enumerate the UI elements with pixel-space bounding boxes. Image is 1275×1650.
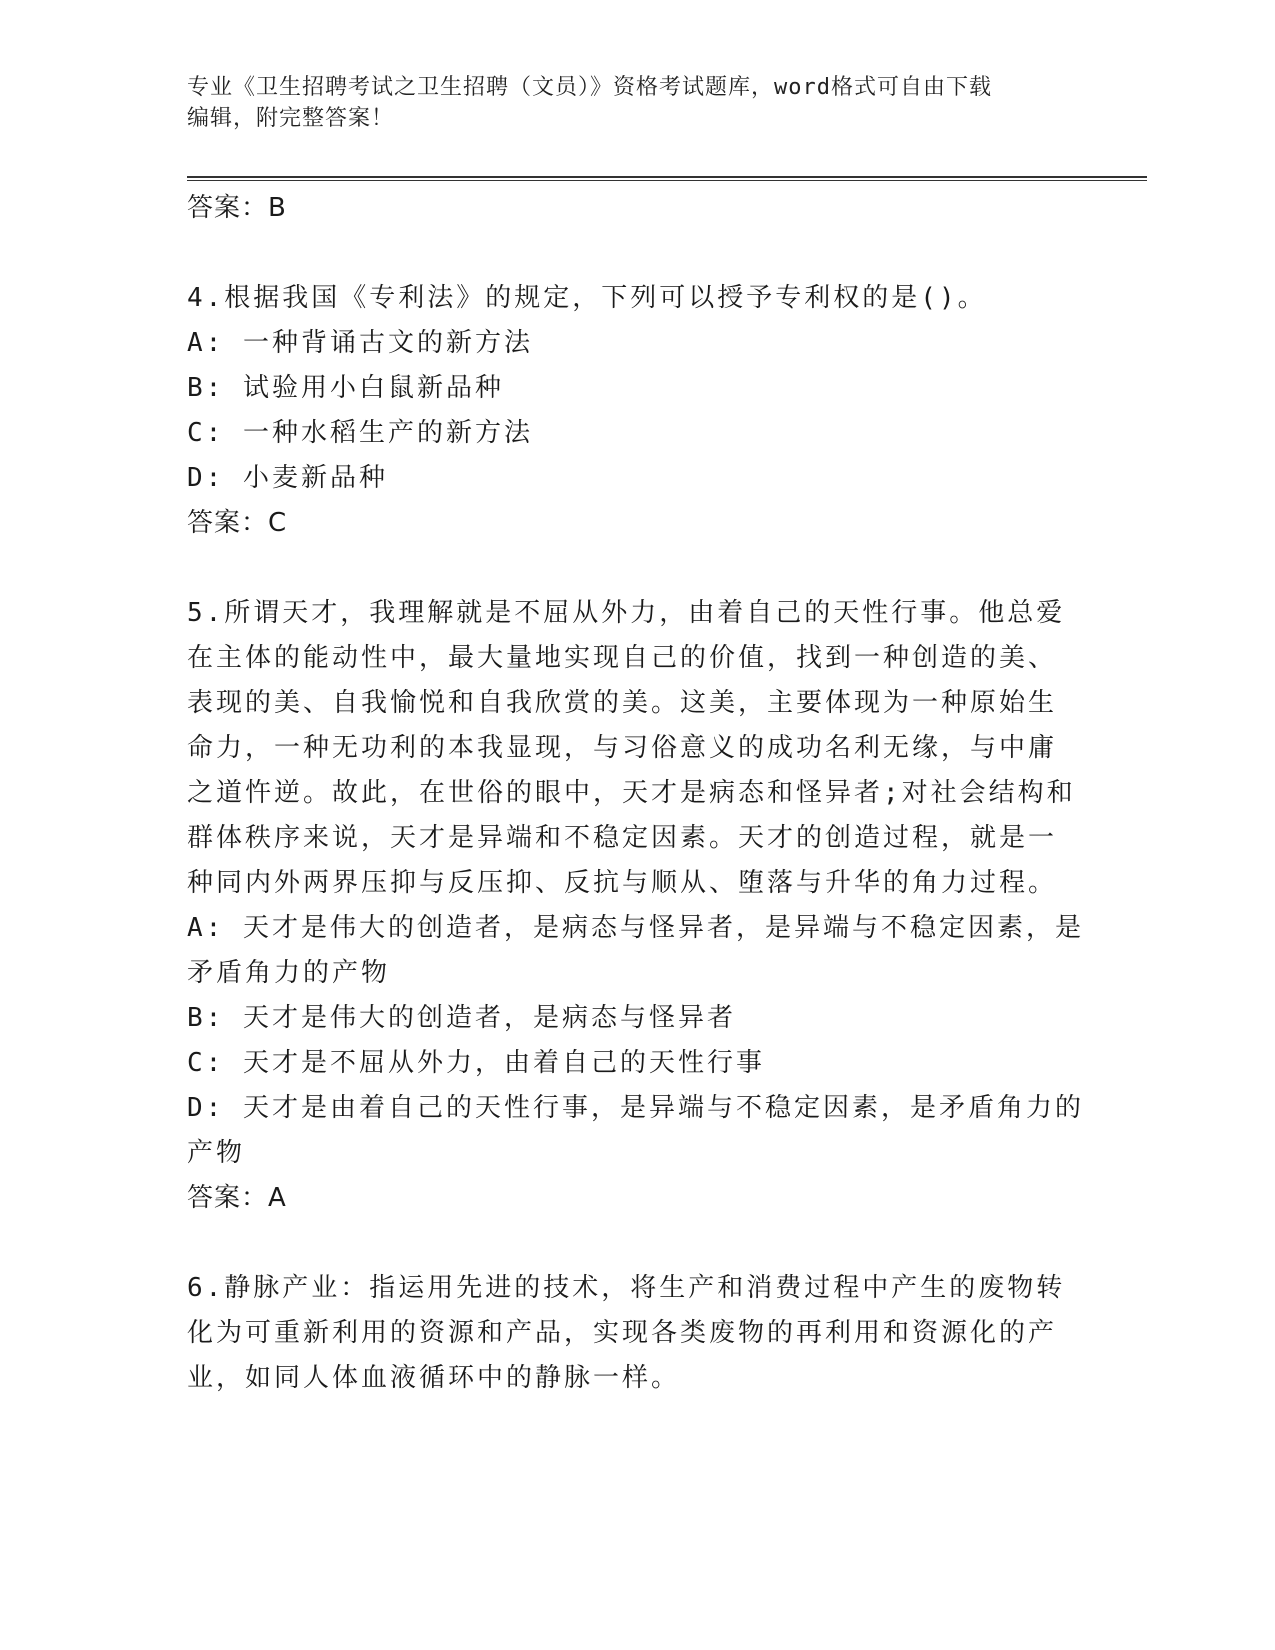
header-line-2: 编辑，附完整答案！ [187, 106, 395, 131]
question-6-text-line: 化为可重新利用的资源和产品，实现各类废物的再利用和资源化的产 [187, 1318, 1058, 1348]
question-5-option-c: C: 天才是不屈从外力，由着自己的天性行事 [187, 1048, 765, 1078]
question-6-text-line: 6.静脉产业：指运用先进的技术，将生产和消费过程中产生的废物转 [187, 1273, 1066, 1303]
header-divider [187, 176, 1147, 181]
question-5-option-a: A: 天才是伟大的创造者，是病态与怪异者，是异端与不稳定因素，是 [187, 913, 1084, 943]
question-4-option-d: D: 小麦新品种 [187, 463, 388, 493]
question-4-option-c: C: 一种水稻生产的新方法 [187, 418, 533, 448]
question-4-option-a: A: 一种背诵古文的新方法 [187, 328, 533, 358]
question-5-text-line: 之道忤逆。故此，在世俗的眼中，天才是病态和怪异者;对社会结构和 [187, 778, 1076, 808]
document-body [187, 186, 1084, 1401]
question-5-answer: 答案：A [187, 1183, 287, 1213]
question-5-option-d: D: 天才是由着自己的天性行事，是异端与不稳定因素，是矛盾角力的 [187, 1093, 1084, 1123]
question-4 [187, 276, 1067, 546]
spacer [187, 1221, 1067, 1266]
question-5-text-line: 5.所谓天才，我理解就是不屈从外力，由着自己的天性行事。他总爱 [187, 598, 1066, 628]
answer-previous: 答案：B [187, 193, 287, 223]
question-6 [187, 1266, 1067, 1401]
question-5-text-line: 种同内外两界压抑与反压抑、反抗与顺从、堕落与升华的角力过程。 [187, 868, 1058, 898]
spacer [187, 231, 1067, 276]
spacer [187, 546, 1067, 591]
question-6-text-line: 业，如同人体血液循环中的静脉一样。 [187, 1363, 681, 1393]
question-5-text-line: 命力，一种无功利的本我显现，与习俗意义的成功名利无缘，与中庸 [187, 733, 1058, 763]
question-5-option-d-continued: 产物 [187, 1138, 246, 1168]
question-5 [187, 591, 1084, 1221]
question-5-text-line: 表现的美、自我愉悦和自我欣赏的美。这美，主要体现为一种原始生 [187, 688, 1058, 718]
question-4-answer: 答案：C [187, 508, 288, 538]
question-4-option-b: B: 试验用小白鼠新品种 [187, 373, 504, 403]
question-4-text: 4.根据我国《专利法》的规定，下列可以授予专利权的是()。 [187, 283, 987, 313]
header-line-1: 专业《卫生招聘考试之卫生招聘（文员）》资格考试题库，word格式可自由下载 [187, 75, 992, 100]
question-5-option-a-continued: 矛盾角力的产物 [187, 958, 391, 988]
question-5-option-b: B: 天才是伟大的创造者，是病态与怪异者 [187, 1003, 736, 1033]
question-5-text-line: 群体秩序来说，天才是异端和不稳定因素。天才的创造过程，就是一 [187, 823, 1058, 853]
question-5-text-line: 在主体的能动性中，最大量地实现自己的价值，找到一种创造的美、 [187, 643, 1058, 673]
page-header [187, 72, 1067, 134]
